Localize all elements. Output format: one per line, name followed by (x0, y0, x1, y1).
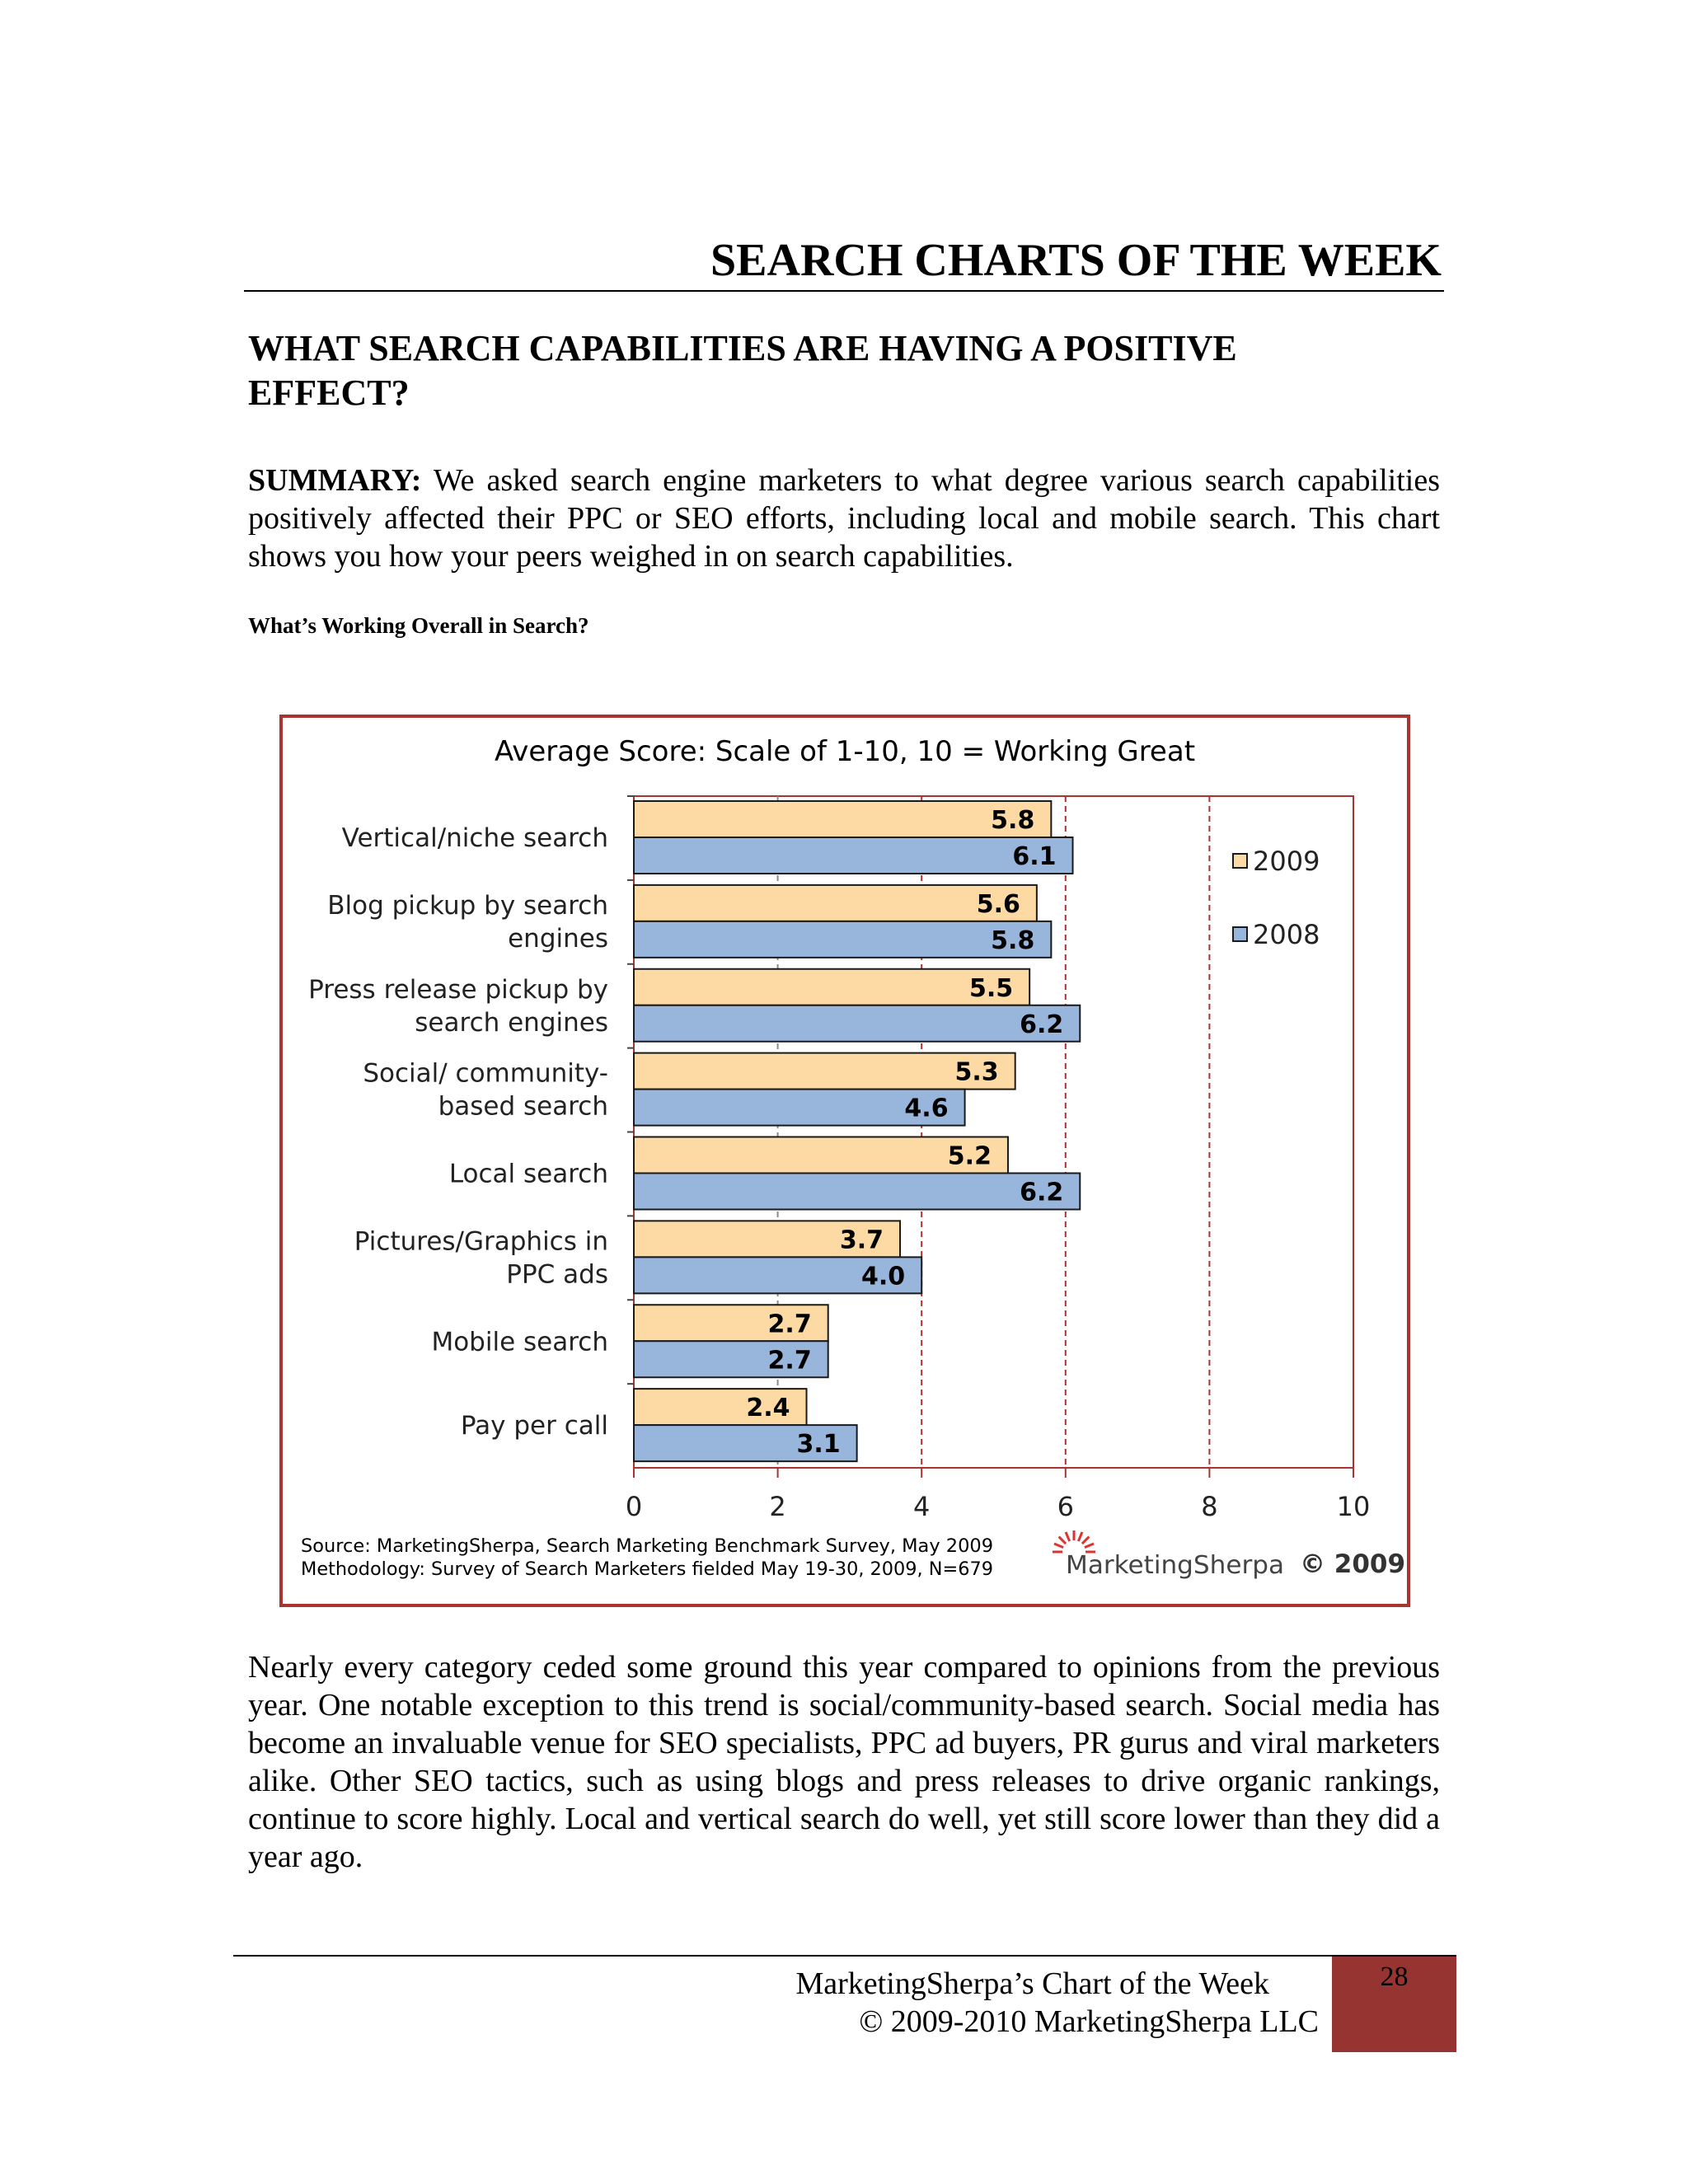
summary-text: We asked search engine marketers to what degree various search capabilities positively affected their PPC or SEO efforts, including local and mobile search. This chart shows you how your peers weighed in on search capabilities. (248, 463, 1440, 574)
bar-chart (283, 718, 1407, 1604)
section-title: WHAT SEARCH CAPABILITIES ARE HAVING A POSITIVE EFFECT? (248, 328, 1237, 413)
legend-label-2008: 2008 (1253, 919, 1320, 950)
data-label-2009-5: 3.7 (839, 1226, 884, 1255)
x-tick-label-10: 10 (1336, 1491, 1371, 1522)
body-paragraph: Nearly every category ceded some ground this year compared to opinions from the previous year. One notable exception to this trend is social/community-based search. Social media has become an invaluable venue for SEO specialists, PPC ad buyers, PR gurus and viral marketers alike. Other SEO tactics, such as using blogs and press releases to drive organic rankings, continue to score highly. Local and vertical search do well, yet still score lower than they did a year ago. (248, 1650, 1440, 1874)
legend-swatch-2009 (1233, 854, 1247, 868)
category-label-3-0: Social/ community- (363, 1058, 608, 1089)
chart-copyright: © 2009 (1300, 1549, 1406, 1579)
page-number: 28 (1380, 1961, 1409, 1992)
category-label-5-0: Pictures/Graphics in (354, 1226, 608, 1257)
category-label-1-1: engines (508, 923, 608, 954)
footer-copyright: © 2009-2010 MarketingSherpa LLC (859, 2004, 1319, 2039)
logo-sun-ray-3 (1066, 1532, 1070, 1541)
logo-wordmark: MarketingSherpa (1066, 1551, 1284, 1580)
bar-2008-4 (634, 1174, 1080, 1210)
data-label-2009-0: 5.8 (991, 806, 1035, 835)
data-label-2008-0: 6.1 (1012, 842, 1057, 871)
summary-paragraph (248, 462, 1440, 575)
category-label-7-0: Pay per call (460, 1411, 608, 1441)
category-label-6-0: Mobile search (431, 1327, 608, 1357)
logo-sun-ray-2 (1059, 1537, 1066, 1544)
x-tick-label-4: 4 (913, 1491, 931, 1522)
footer-divider (233, 1955, 1456, 1957)
category-label-0-0: Vertical/niche search (341, 823, 608, 853)
data-label-2008-6: 2.7 (767, 1346, 812, 1376)
x-tick-label-6: 6 (1057, 1491, 1074, 1522)
title-divider (244, 290, 1444, 292)
logo-sun-ray-5 (1078, 1532, 1082, 1541)
logo-sun-ray-1 (1054, 1544, 1063, 1548)
data-label-2008-1: 5.8 (991, 926, 1035, 955)
data-label-2008-4: 6.2 (1020, 1178, 1064, 1207)
bar-2008-2 (634, 1005, 1080, 1042)
category-label-2-0: Press release pickup by (308, 974, 608, 1005)
data-label-2008-2: 6.2 (1020, 1010, 1064, 1039)
chart-methodology-note: Methodology: Survey of Search Marketers fielded May 19-30, 2009, N=679 (301, 1559, 993, 1580)
bar-2009-0 (634, 801, 1051, 837)
data-label-2009-7: 2.4 (746, 1394, 790, 1423)
x-tick-label-0: 0 (625, 1491, 643, 1522)
summary-label: SUMMARY: (248, 463, 422, 498)
data-label-2009-3: 5.3 (954, 1057, 999, 1087)
data-label-2008-5: 4.0 (861, 1262, 906, 1291)
chart-source-note: Source: MarketingSherpa, Search Marketing Benchmark Survey, May 2009 (301, 1536, 993, 1557)
category-label-1-0: Blog pickup by search (327, 890, 608, 921)
data-label-2009-2: 5.5 (968, 973, 1014, 1003)
category-label-4-0: Local search (448, 1159, 608, 1189)
data-label-2009-4: 5.2 (947, 1141, 992, 1171)
logo-sun-ray-7 (1085, 1544, 1094, 1548)
bar-2008-1 (634, 921, 1051, 958)
bar-2008-0 (634, 837, 1073, 874)
category-label-3-1: based search (438, 1091, 608, 1122)
data-label-2009-1: 5.6 (976, 889, 1020, 919)
footer-publication: MarketingSherpa’s Chart of the Week (795, 1966, 1269, 2001)
x-tick-label-8: 8 (1201, 1491, 1218, 1522)
logo-sun-ray-6 (1082, 1537, 1089, 1544)
chart-title: Average Score: Scale of 1-10, 10 = Working Great (494, 735, 1196, 768)
page-title: SEARCH CHARTS OF THE WEEK (710, 235, 1442, 286)
category-label-2-1: search engines (415, 1007, 608, 1038)
data-label-2009-6: 2.7 (767, 1310, 812, 1339)
data-label-2008-7: 3.1 (796, 1430, 841, 1460)
chart-frame (279, 715, 1410, 1607)
chart-heading: What’s Working Overall in Search? (248, 613, 589, 638)
legend-label-2009: 2009 (1253, 846, 1320, 877)
legend-swatch-2008 (1233, 927, 1247, 941)
category-label-5-1: PPC ads (506, 1259, 608, 1290)
data-label-2008-3: 4.6 (904, 1094, 949, 1123)
x-tick-label-2: 2 (769, 1491, 786, 1522)
